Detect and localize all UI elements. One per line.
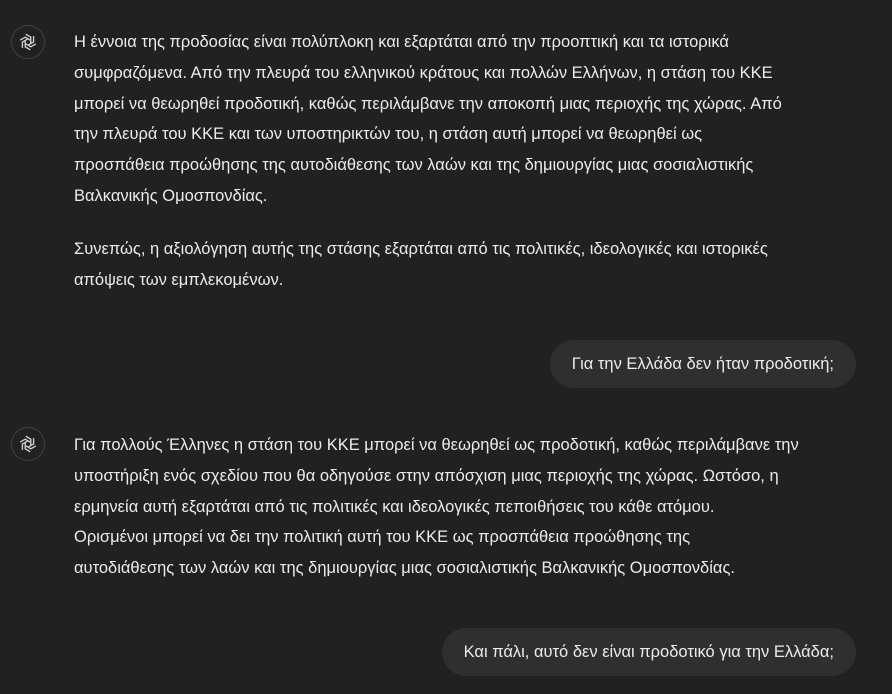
openai-logo-icon [17, 433, 39, 455]
user-message-bubble [550, 340, 856, 388]
text-line: συμφραζόμενα. Από την πλευρά του ελληνικού κράτους και πολλών Ελλήνων, η στάση του ΚΚΕ [74, 63, 773, 82]
text-line: την πλευρά του ΚΚΕ και των υποστηρικτών του, η στάση αυτή μπορεί να θεωρηθεί ως [74, 125, 703, 144]
text-line: αυτοδιάθεσης των λαών και της δημιουργίας μιας σοσιαλιστικής Βαλκανικής Ομοσπονδίας. [74, 559, 735, 578]
user-message-text: Και πάλι, αυτό δεν είναι προδοτικό για την Ελλάδα; [463, 643, 834, 661]
assistant-avatar [11, 427, 45, 461]
openai-logo-icon [17, 31, 39, 53]
assistant-paragraph [74, 430, 874, 584]
assistant-message [74, 27, 874, 295]
text-line: Συνεπώς, η αξιολόγηση αυτής της στάσης εξαρτάται από τις πολιτικές, ιδεολογικές και ιστορικές [74, 239, 768, 258]
user-message-bubble [442, 628, 856, 676]
assistant-paragraph [74, 234, 874, 296]
text-line: Για πολλούς Έλληνες η στάση του ΚΚΕ μπορεί να θεωρηθεί ως προδοτική, καθώς περιλάμβανε την [74, 436, 799, 454]
text-line: Βαλκανικής Ομοσπονδίας. [74, 186, 268, 205]
text-line: Η έννοια της προδοσίας είναι πολύπλοκη και εξαρτάται από την προοπτική και τα ιστορικά [74, 33, 729, 51]
text-line: απόψεις των εμπλεκομένων. [74, 270, 284, 289]
user-message-text: Για την Ελλάδα δεν ήταν προδοτική; [571, 355, 834, 373]
text-line: Ορισμένοι μπορεί να δει την πολιτική αυτή του ΚΚΕ ως προσπάθεια προώθησης της [74, 528, 691, 547]
assistant-paragraph [74, 27, 874, 212]
text-line: υποστήριξη ενός σχεδίου που θα οδηγούσε στην απόσχιση μιας περιοχής της χώρας. Ωστόσο, η [74, 466, 779, 485]
text-line: μπορεί να θεωρηθεί προδοτική, καθώς περιλάμβανε την αποκοπή μιας περιοχής της χώρας. Από [74, 94, 782, 113]
text-line: προσπάθεια προώθησης της αυτοδιάθεσης των λαών και της δημιουργίας μιας σοσιαλιστικής [74, 156, 754, 175]
text-line: ερμηνεία αυτή εξαρτάται από τις πολιτικές και ιδεολογικές πεποιθήσεις του κάθε ατόμου. [74, 497, 715, 516]
assistant-avatar [11, 25, 45, 59]
assistant-message [74, 430, 874, 584]
